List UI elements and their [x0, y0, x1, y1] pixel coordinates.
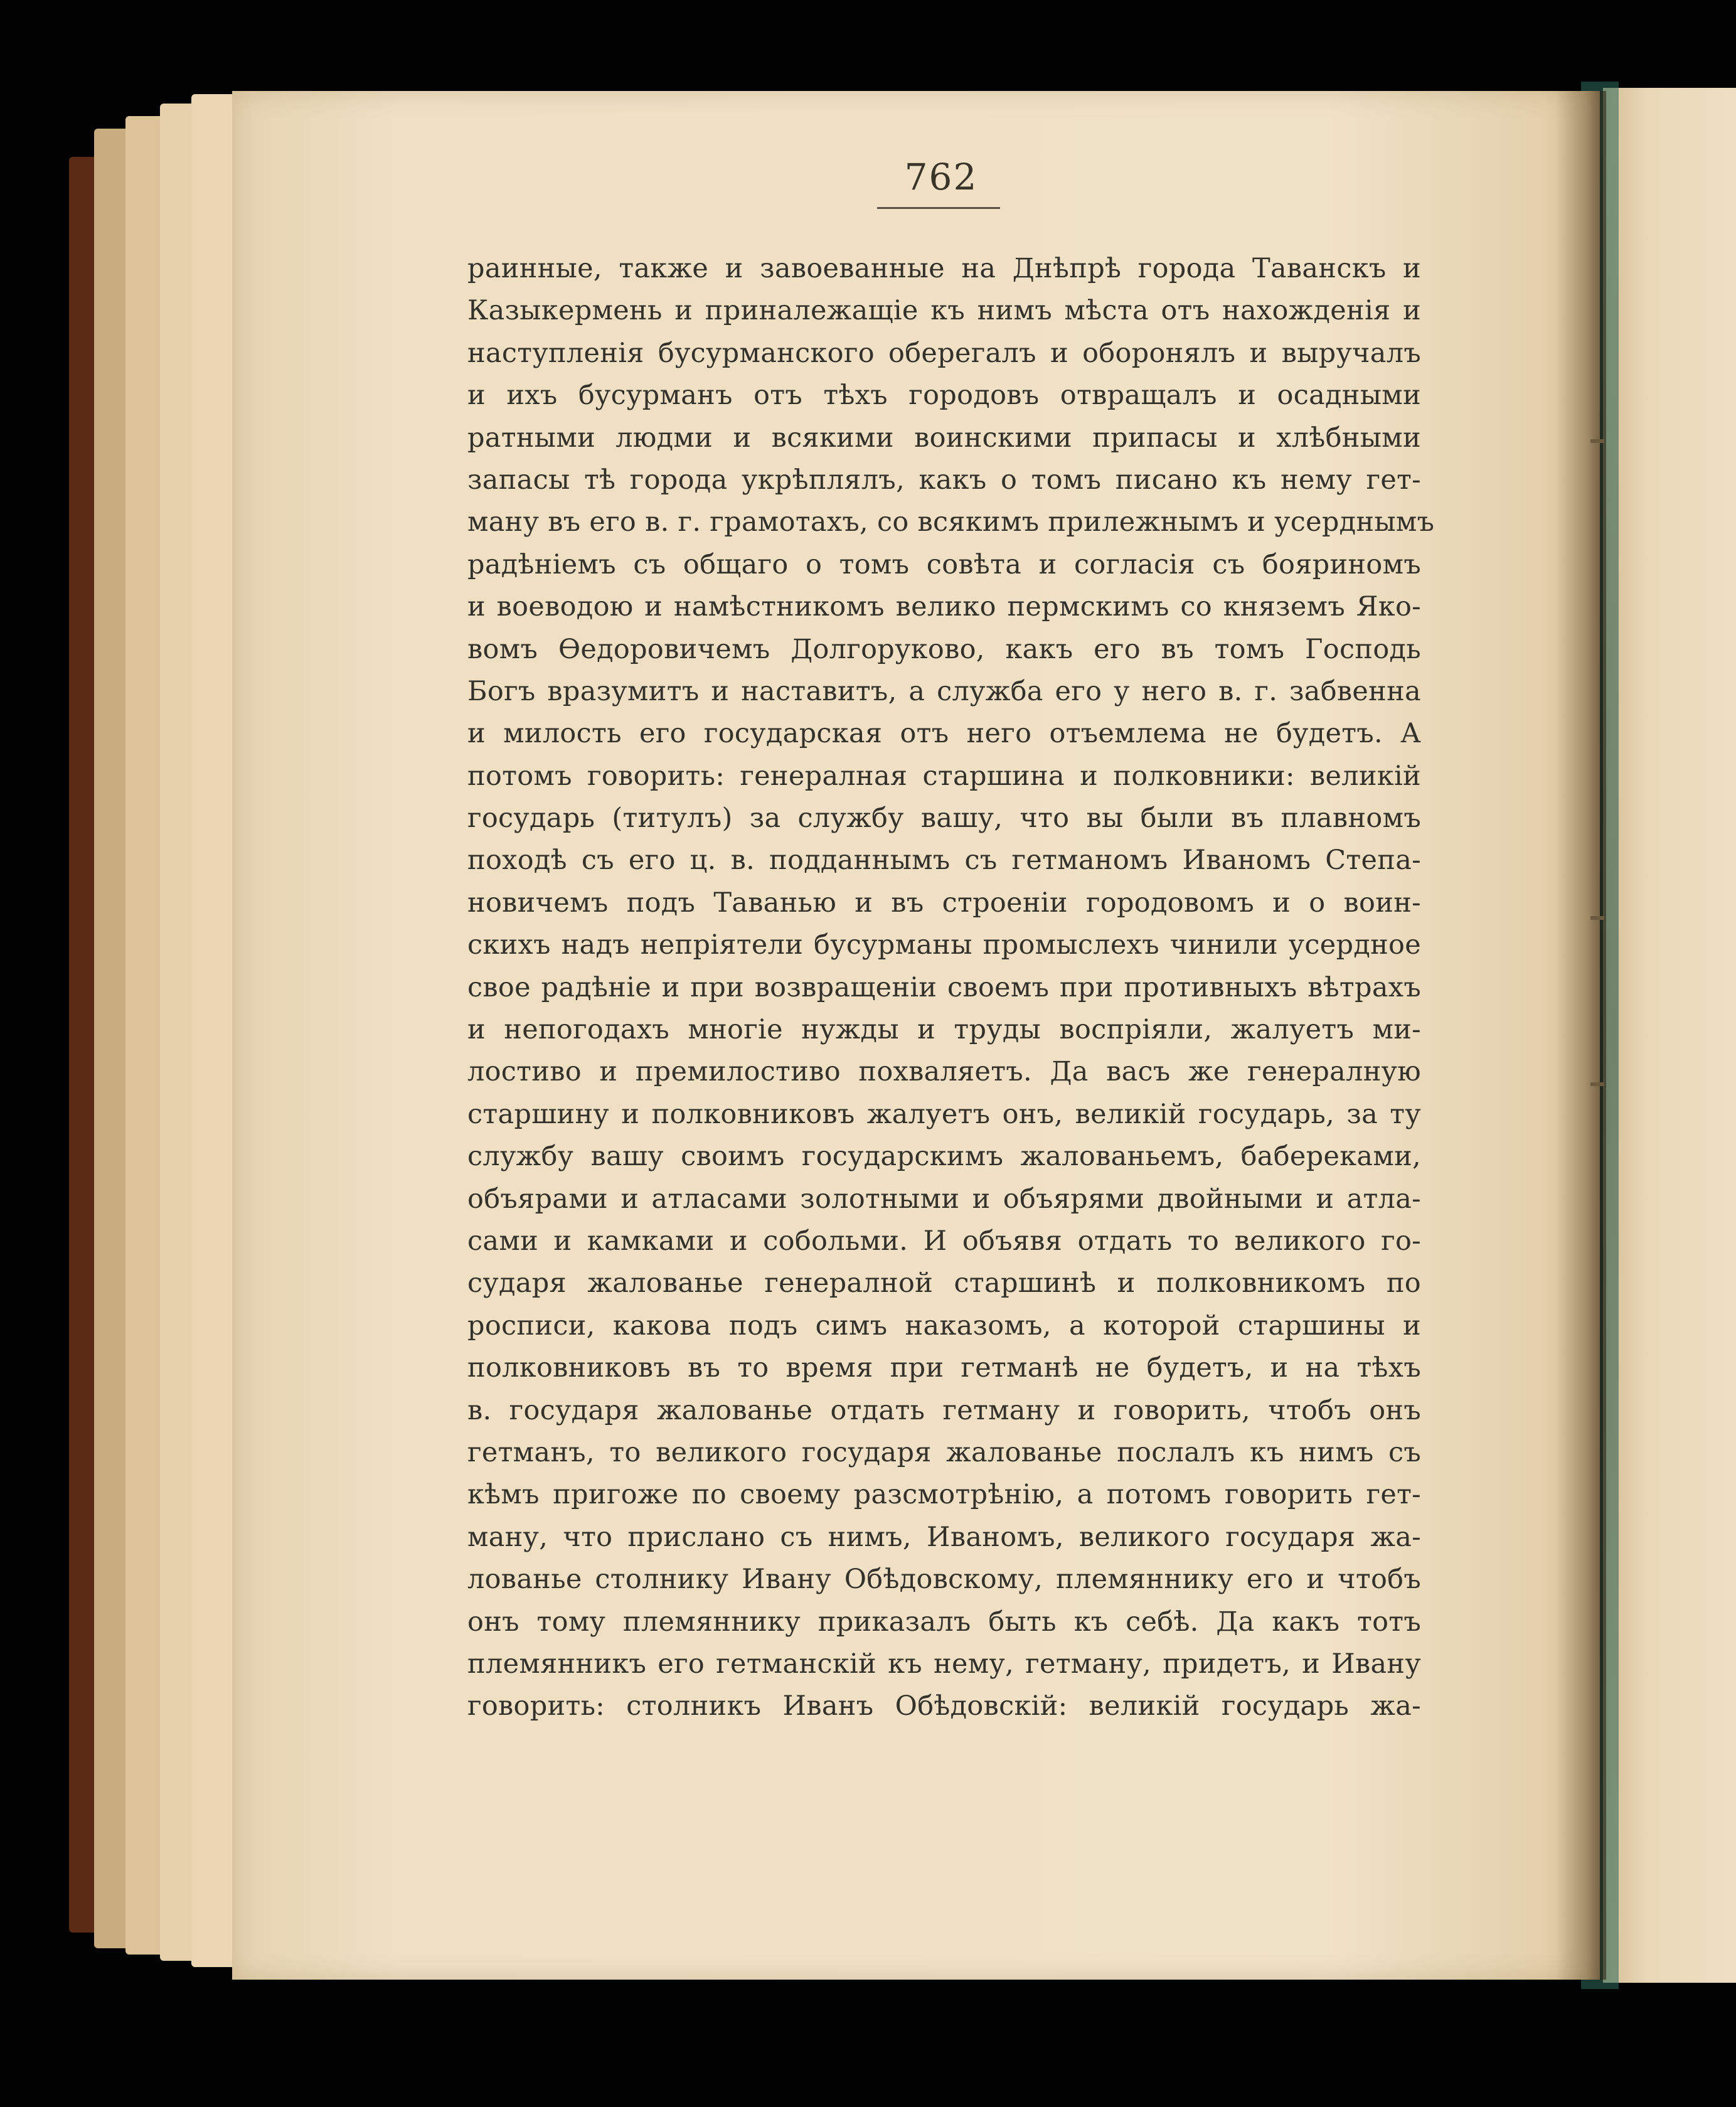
text-line: говорить: столникъ Иванъ Обѣдовскій: великій государь жа-	[467, 1690, 1421, 1722]
text-line: новичемъ подъ Таванью и въ строеніи городовомъ и о воин-	[467, 887, 1421, 919]
page-number-rule	[877, 207, 1000, 209]
text-line: свое радѣніе и при возвращеніи своемъ при противныхъ вѣтрахъ	[467, 971, 1421, 1003]
text-line: в. государя жалованье отдать гетману и говорить, чтобъ онъ	[467, 1394, 1421, 1426]
text-line: гетманъ, то великого государя жалованье послалъ къ нимъ съ	[467, 1436, 1421, 1468]
text-line: службу вашу своимъ государскимъ жалованьемъ, бабереками,	[467, 1141, 1421, 1173]
text-line: лостиво и премилостиво похваляетъ. Да васъ же генералную	[467, 1056, 1421, 1088]
text-line: Богъ вразумитъ и наставитъ, а служба его у него в. г. забвенна	[467, 675, 1421, 707]
text-line: старшину и полковниковъ жалуетъ онъ, великій государь, за ту	[467, 1098, 1421, 1130]
body-text	[467, 248, 1435, 1728]
text-line: сами и камками и собольми. И объявя отдать то великого го-	[467, 1225, 1421, 1257]
text-line: раинные, также и завоеванные на Днѣпрѣ города Таванскъ и	[467, 253, 1421, 284]
text-line: и милость его государская отъ него отъемлема не будетъ. А	[467, 718, 1421, 750]
text-line: полковниковъ въ то время при гетманѣ не будетъ, и на тѣхъ	[467, 1352, 1421, 1384]
text-line: походѣ съ его ц. в. подданнымъ съ гетманомъ Иваномъ Степа-	[467, 845, 1421, 877]
text-line: росписи, какова подъ симъ наказомъ, а которой старшины и	[467, 1310, 1421, 1342]
text-line: и воеводою и намѣстникомъ велико пермскимъ со княземъ Яко-	[467, 591, 1421, 623]
text-line: ратными людми и всякими воинскими припасы и хлѣбными	[467, 422, 1421, 454]
page-gutter-shadow	[1556, 91, 1606, 1980]
text-line: скихъ надъ непріятели бусурманы промыслехъ чинили усердное	[467, 929, 1421, 961]
text-line: Казыкермень и приналежащіе къ нимъ мѣста отъ нахожденія и	[467, 295, 1421, 327]
page-number: 762	[904, 156, 978, 198]
text-line: вомъ Ѳедоровичемъ Долгоруково, какъ его въ томъ Господь	[467, 633, 1421, 665]
binding-thread-mark	[1590, 439, 1604, 443]
text-line: лованье столнику Ивану Обѣдовскому, племяннику его и чтобъ	[467, 1564, 1421, 1596]
text-line: запасы тѣ города укрѣплялъ, какъ о томъ писано къ нему гет-	[467, 464, 1421, 496]
facing-page	[1603, 88, 1736, 1983]
binding-thread-mark	[1590, 916, 1604, 920]
text-line: наступленія бусурманского оберегалъ и оборонялъ и выручалъ	[467, 337, 1421, 369]
text-line: онъ тому племяннику приказалъ быть къ себѣ. Да какъ тотъ	[467, 1606, 1421, 1638]
text-line: кѣмъ пригоже по своему разсмотрѣнію, а потомъ говорить гет-	[467, 1479, 1421, 1511]
text-line: и ихъ бусурманъ отъ тѣхъ городовъ отвращалъ и осадными	[467, 380, 1421, 412]
text-line: ману, что прислано съ нимъ, Иваномъ, великого государя жа-	[467, 1521, 1421, 1553]
text-line: племянникъ его гетманскій къ нему, гетману, придетъ, и Ивану	[467, 1648, 1421, 1680]
binding-thread-mark	[1590, 1082, 1604, 1086]
text-line: объярами и атласами золотными и объярями двойными и атла-	[467, 1183, 1421, 1215]
text-line: потомъ говорить: генералная старшина и полковники: великій	[467, 760, 1421, 792]
text-line: сударя жалованье генералной старшинѣ и полковникомъ по	[467, 1267, 1421, 1299]
text-line: радѣніемъ съ общаго о томъ совѣта и согласія съ бояриномъ	[467, 548, 1421, 580]
text-line: ману въ его в. г. грамотахъ, со всякимъ прилежнымъ и усерднымъ	[467, 506, 1435, 538]
text-line: государь (титулъ) за службу вашу, что вы были въ плавномъ	[467, 803, 1421, 835]
text-line: и непогодахъ многіе нужды и труды воспріяли, жалуетъ ми-	[467, 1014, 1421, 1046]
